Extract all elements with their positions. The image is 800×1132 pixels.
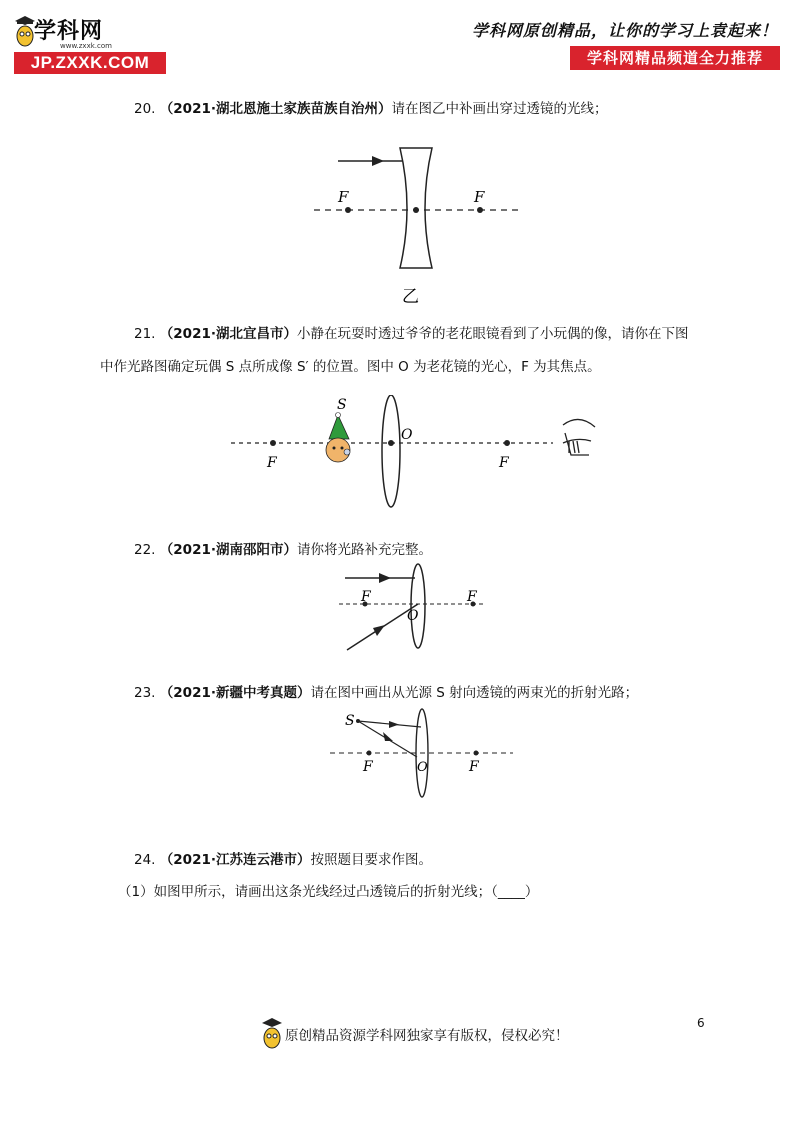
arrow-icon — [389, 721, 399, 728]
question-source: （2021·湖北宜昌市） — [159, 326, 297, 342]
eye-icon — [563, 419, 595, 455]
question-number: 22. — [134, 542, 156, 558]
point-s-label: S — [345, 713, 355, 729]
logo-domain: JP.ZXXK.COM — [14, 52, 166, 74]
question-source: （2021·新疆中考真题） — [159, 685, 311, 701]
header-banner: 学科网精品频道全力推荐 — [570, 46, 780, 70]
focus-point-right — [474, 751, 479, 756]
mascot-icon — [14, 14, 36, 48]
header-slogan: 学科网原创精品，让你的学习上袁起来！ — [471, 21, 778, 40]
point-s-label: S — [337, 397, 347, 413]
focus-label-right: F — [467, 589, 477, 605]
question-24 — [134, 850, 432, 870]
figure-convex-lens-rays — [335, 560, 495, 655]
question-21 — [134, 324, 688, 344]
toy-doll-icon — [326, 413, 350, 463]
figure-concave-lens — [300, 140, 530, 310]
focus-point-right — [504, 440, 510, 446]
focus-label-right: F — [469, 759, 479, 775]
arrow-icon — [383, 732, 393, 741]
arrow-icon — [379, 573, 391, 583]
question-20 — [134, 99, 607, 119]
footer-copyright: 原创精品资源学科网独家享有版权，侵权必究！ — [285, 1028, 569, 1044]
focus-label-left: F — [363, 759, 373, 775]
optical-center-point — [413, 207, 419, 213]
question-source: （2021·湖南邵阳市） — [159, 542, 297, 558]
figure-light-source — [325, 705, 520, 805]
center-label: O — [417, 760, 428, 775]
focus-label-left: F — [267, 455, 277, 471]
question-text: 按照题目要求作图。 — [310, 852, 432, 868]
question-22 — [134, 540, 432, 560]
question-23 — [134, 683, 638, 703]
convex-lens — [411, 564, 425, 648]
question-24-sub1: （1）如图甲所示，请画出这条光线经过凸透镜后的折射光线；（____） — [118, 884, 539, 900]
question-number: 21. — [134, 326, 156, 342]
question-21-line2: 中作光路图确定玩偶 S 点所成像 S′ 的位置。图中 O 为老花镜的光心，F 为其焦点。 — [100, 359, 601, 375]
focus-label-right: F — [474, 188, 485, 206]
question-source: （2021·湖北恩施土家族苗族自治州） — [159, 101, 392, 117]
optical-center-point — [388, 440, 394, 446]
question-text: 小静在玩耍时透过爷爷的老花眼镜看到了小玩偶的像，请你在下图 — [296, 326, 689, 342]
question-text: 请在图中画出从光源 S 射向透镜的两束光的折射光路； — [310, 685, 639, 701]
focus-label-left: F — [338, 188, 349, 206]
focus-point-left — [345, 207, 351, 213]
page-number: 6 — [697, 1016, 705, 1030]
focus-point-left — [367, 751, 372, 756]
focus-point-right — [477, 207, 483, 213]
question-text: 请在图乙中补画出穿过透镜的光线； — [391, 101, 608, 117]
figure-convex-lens-toy — [225, 395, 610, 513]
arrow-icon — [373, 625, 385, 636]
focus-label-left: F — [361, 589, 371, 605]
logo-text: 学科网 — [34, 19, 104, 44]
question-source: （2021·江苏连云港市） — [159, 852, 311, 868]
question-number: 20. — [134, 101, 156, 117]
question-number: 23. — [134, 685, 156, 701]
site-logo — [14, 14, 164, 74]
question-number: 24. — [134, 852, 156, 868]
convex-lens — [382, 395, 400, 507]
mascot-icon — [260, 1016, 284, 1050]
figure-caption: 乙 — [402, 287, 419, 307]
arrow-icon — [372, 156, 384, 166]
center-label: O — [407, 608, 419, 624]
logo-subtext: www.zxxk.com — [60, 42, 112, 50]
center-label: O — [401, 427, 413, 443]
question-text: 请你将光路补充完整。 — [296, 542, 432, 558]
focus-point-left — [270, 440, 276, 446]
focus-label-right: F — [499, 455, 509, 471]
